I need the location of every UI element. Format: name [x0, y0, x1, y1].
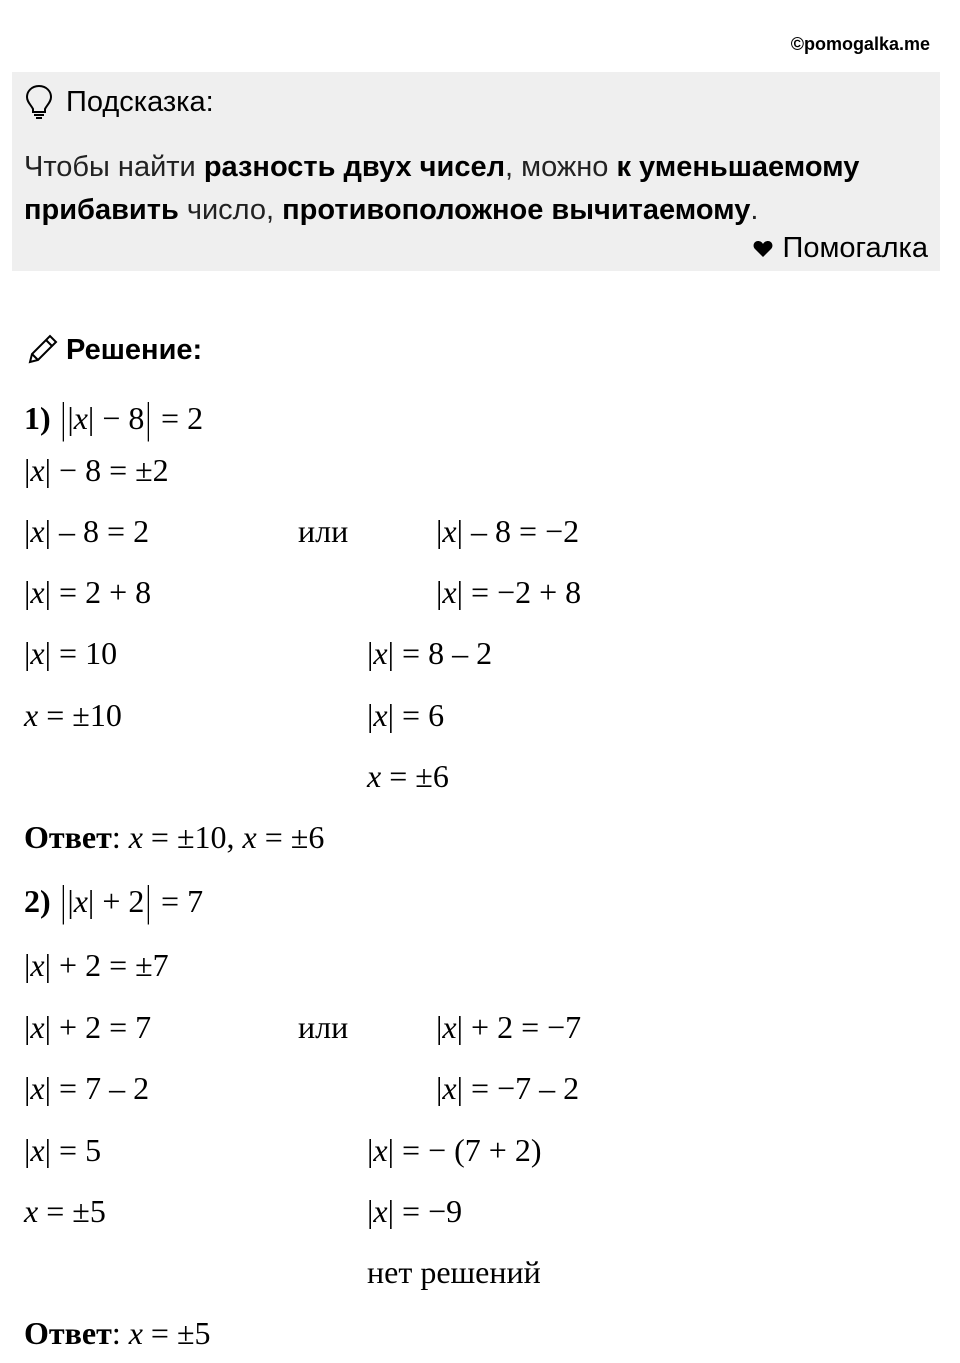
equation-rhs: = 7 — [161, 883, 204, 919]
problem-1-equation: 1) ||x| − 8| = 2 — [24, 395, 204, 443]
solution-line: |x| + 2 = ±7 — [24, 947, 169, 983]
hint-title-text: Подсказка: — [66, 85, 214, 118]
hint-text-bold: разность двух чисел — [203, 151, 506, 183]
hint-text-bold: противоположное вычитаемому — [282, 194, 751, 226]
or-label: или — [298, 513, 349, 549]
solution-line: x = ±5 — [24, 1193, 106, 1229]
hint-text-part: , можно — [505, 151, 617, 183]
solution-line: |x| = 2 + 8 — [24, 574, 152, 610]
answer-1 — [24, 817, 324, 857]
solution-line: |x| − 8 = ±2 — [24, 452, 169, 488]
solution-title-text: Решение: — [66, 333, 203, 366]
or-label: или — [298, 1009, 349, 1045]
solution-line: |x| = 7 – 2 — [24, 1070, 150, 1106]
heart-icon — [753, 240, 773, 258]
hint-text-part: Чтобы найти — [24, 151, 204, 183]
solution-line: |x| – 8 = 2 — [24, 513, 150, 549]
answer-label: Ответ — [24, 1315, 112, 1351]
hint-text-bold: к уменьшаемому прибавить — [24, 151, 860, 226]
solution-line: |x| + 2 = 7 — [24, 1009, 152, 1045]
problem-number: 1) — [24, 400, 51, 436]
answer-value: : x = ±10, x = ±6 — [111, 819, 325, 855]
solution-line: |x| – 8 = −2 — [436, 513, 580, 549]
solution-line: |x| = −9 — [367, 1193, 463, 1229]
hint-text-part: число, — [178, 194, 283, 226]
equation-inner: |x| + 2 — [67, 883, 145, 919]
solution-line: x = ±10 — [24, 697, 122, 733]
solution-line: |x| = −2 + 8 — [436, 574, 582, 610]
lightbulb-icon — [24, 84, 54, 120]
hint-text-part: . — [750, 194, 759, 226]
signature-text: Помогалка — [782, 232, 928, 264]
solution-line: x = ±6 — [367, 758, 449, 794]
no-solutions-label: нет решений — [367, 1254, 541, 1290]
solution-title — [24, 332, 202, 368]
hint-signature — [753, 232, 928, 265]
answer-2 — [24, 1313, 211, 1353]
solution-line: |x| + 2 = −7 — [436, 1009, 582, 1045]
solution-line: |x| = 10 — [24, 635, 118, 671]
equation-rhs: = 2 — [161, 400, 204, 436]
copyright-label: ©pomogalka.me — [790, 34, 930, 54]
equation-inner: |x| − 8 — [67, 400, 145, 436]
answer-value: : x = ±5 — [111, 1315, 211, 1351]
problem-number: 2) — [24, 883, 51, 919]
hint-text — [24, 146, 924, 232]
pencil-icon — [24, 332, 60, 368]
hint-title — [24, 84, 214, 120]
solution-line: |x| = 8 – 2 — [367, 635, 493, 671]
solution-line: |x| = −7 – 2 — [436, 1070, 580, 1106]
solution-line: |x| = 6 — [367, 697, 445, 733]
solution-line: |x| = 5 — [24, 1132, 102, 1168]
solution-line: |x| = − (7 + 2) — [367, 1132, 542, 1168]
answer-label: Ответ — [24, 819, 112, 855]
problem-2-equation: 2) ||x| + 2| = 7 — [24, 878, 204, 926]
